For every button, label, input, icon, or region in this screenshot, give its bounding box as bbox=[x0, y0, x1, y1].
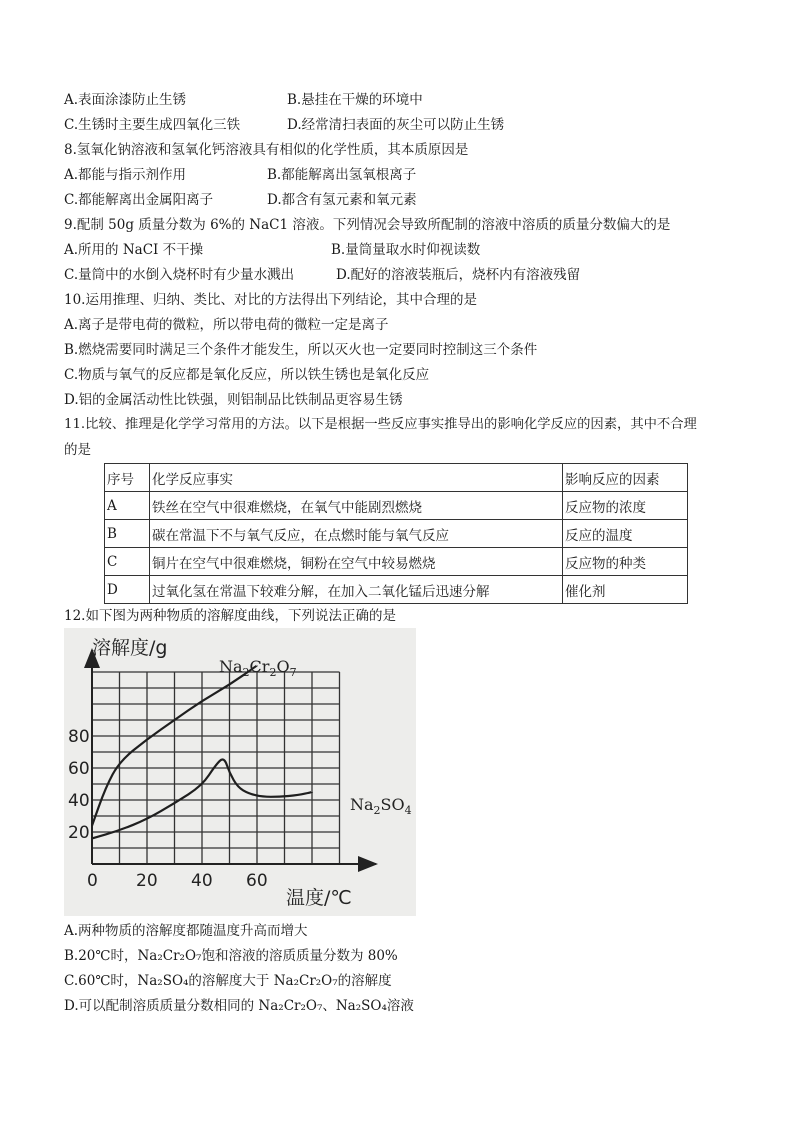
table-cell: C bbox=[105, 548, 150, 576]
table-row bbox=[105, 520, 688, 548]
q10-option-c: C.物质与氧气的反应都是氧化反应，所以铁生锈也是氧化反应 bbox=[64, 367, 430, 383]
table-row bbox=[105, 548, 688, 576]
q9-option-a: A.所用的 NaCI 不干操 bbox=[64, 242, 204, 258]
q7-option-c: C.生锈时主要生成四氧化三铁 bbox=[64, 117, 241, 133]
q10-option-b: B.燃烧需要同时满足三个条件才能发生，所以灭火也一定要同时控制这三个条件 bbox=[64, 342, 538, 358]
q7-option-d: D.经常清扫表面的灰尘可以防止生锈 bbox=[287, 117, 505, 133]
table-cell: 碳在常温下不与氧气反应，在点燃时能与氧气反应 bbox=[150, 520, 563, 548]
q8-option-d: D.都含有氢元素和氧元素 bbox=[267, 192, 417, 208]
q12-option-d: D.可以配制溶质质量分数相同的 Na₂Cr₂O₇、Na₂SO₄溶液 bbox=[64, 998, 414, 1014]
table-cell: B bbox=[105, 520, 150, 548]
x-tick-label: 40 bbox=[191, 871, 213, 891]
q8-option-b: B.都能解离出氢氧根离子 bbox=[267, 167, 417, 183]
q8-option-a: A.都能与指示剂作用 bbox=[64, 167, 187, 183]
q7-option-b: B.悬挂在干燥的环境中 bbox=[287, 92, 423, 108]
table-cell: 反应物的种类 bbox=[563, 548, 688, 576]
solubility-chart-svg bbox=[64, 628, 416, 916]
table-cell: 反应的温度 bbox=[563, 520, 688, 548]
x-tick-label: 60 bbox=[246, 871, 268, 891]
q10-option-d: D.铝的金属活动性比铁强，则铝制品比铁制品更容易生锈 bbox=[64, 392, 403, 408]
y-tick-label: 60 bbox=[68, 759, 90, 779]
q10-option-a: A.离子是带电荷的微粒，所以带电荷的微粒一定是离子 bbox=[64, 317, 389, 333]
q9-stem: 9.配制 50g 质量分数为 6%的 NaC1 溶液。下列情况会导致所配制的溶液中溶质的质量分数偏大的是 bbox=[64, 217, 671, 233]
q11-stem-line2: 的是 bbox=[64, 442, 91, 458]
table-cell: 铁丝在空气中很难燃烧，在氧气中能剧烈燃烧 bbox=[150, 492, 563, 520]
q9-option-d: D.配好的溶液装瓶后，烧杯内有溶液残留 bbox=[336, 267, 581, 283]
table-row bbox=[105, 492, 688, 520]
q11-stem-line1: 11.比较、推理是化学学习常用的方法。以下是根据一些反应事实推导出的影响化学反应的因素，其中不合理 bbox=[64, 417, 697, 432]
table-row bbox=[105, 576, 688, 604]
table-cell: D bbox=[105, 576, 150, 604]
q10-stem: 10.运用推理、归纳、类比、对比的方法得出下列结论，其中合理的是 bbox=[64, 292, 477, 308]
q7-option-a: A.表面涂漆防止生锈 bbox=[64, 92, 187, 108]
q8-stem: 8.氢氧化钠溶液和氢氧化钙溶液具有相似的化学性质，其本质原因是 bbox=[64, 142, 469, 158]
series-label-na2cr2o7: $Na_2Cr_2O_7$ bbox=[219, 657, 297, 679]
y-tick-label: 80 bbox=[68, 727, 90, 747]
table-cell: 催化剂 bbox=[563, 576, 688, 604]
table-cell: 过氧化氢在常温下较难分解，在加入二氧化锰后迅速分解 bbox=[150, 576, 563, 604]
table-header-row bbox=[105, 464, 688, 492]
table-header-cell: 影响反应的因素 bbox=[563, 464, 688, 492]
q12-option-b: B.20℃时，Na₂Cr₂O₇饱和溶液的溶质质量分数为 80% bbox=[64, 948, 398, 964]
x-tick-label: 20 bbox=[136, 871, 158, 891]
table-header-cell: 序号 bbox=[105, 464, 150, 492]
series-label-na2so4: $Na_2SO_4$ bbox=[350, 795, 412, 817]
solubility-chart bbox=[64, 628, 416, 916]
table-cell: 反应物的浓度 bbox=[563, 492, 688, 520]
q8-option-c: C.都能解离出金属阳离子 bbox=[64, 192, 214, 208]
x-tick-label: 0 bbox=[87, 871, 98, 891]
y-tick-label: 40 bbox=[68, 791, 90, 811]
reaction-facts-table bbox=[104, 463, 688, 604]
q9-option-b: B.量筒量取水时仰视读数 bbox=[331, 242, 481, 258]
table-cell: 铜片在空气中很难燃烧，铜粉在空气中较易燃烧 bbox=[150, 548, 563, 576]
table-cell: A bbox=[105, 492, 150, 520]
q12-option-c: C.60℃时，Na₂SO₄的溶解度大于 Na₂Cr₂O₇的溶解度 bbox=[64, 973, 392, 989]
y-axis-label: 溶解度/g bbox=[92, 637, 168, 659]
q9-option-c: C.量筒中的水倒入烧杯时有少量水溅出 bbox=[64, 267, 295, 283]
y-tick-label: 20 bbox=[68, 823, 90, 843]
x-axis-label: 温度/℃ bbox=[286, 887, 352, 909]
table-header-cell: 化学反应事实 bbox=[150, 464, 563, 492]
q12-stem: 12.如下图为两种物质的溶解度曲线，下列说法正确的是 bbox=[64, 608, 396, 624]
q12-option-a: A.两种物质的溶解度都随温度升高而增大 bbox=[64, 923, 308, 939]
